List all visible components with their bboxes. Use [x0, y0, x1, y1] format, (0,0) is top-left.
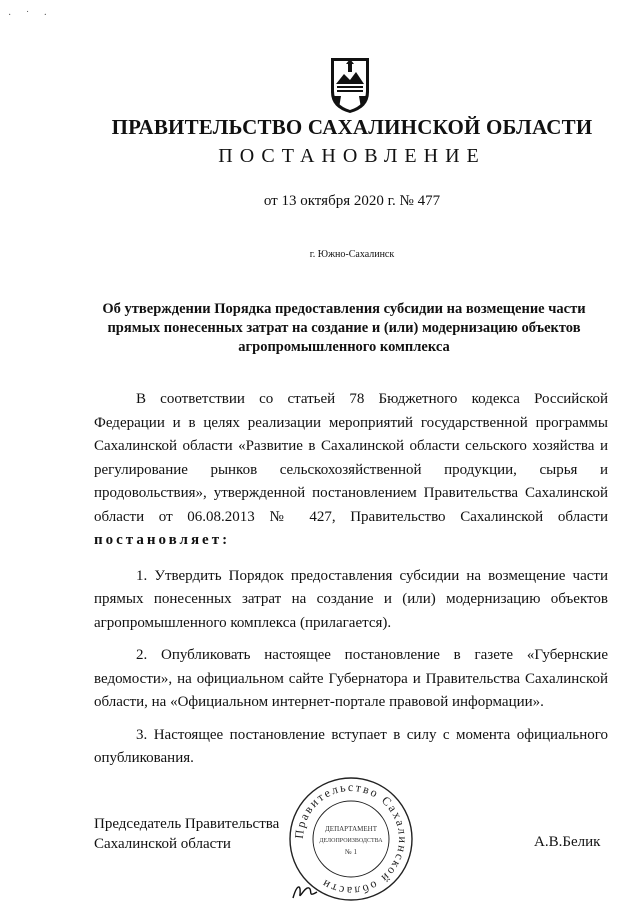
item-paragraph-1: 1. Утвердить Порядок предоставления субсидии на возмещение части прямых понесенных затрат на создание и (или) модернизацию объектов агропромышленного комплекса (прилагается).	[94, 567, 608, 631]
scan-artifacts: · ˙ ·	[8, 10, 53, 21]
signer-position-line-2: Сахалинской области	[94, 836, 231, 852]
signer-position-line-1: Председатель Правительства	[94, 816, 280, 832]
document-type: ПОСТАНОВЛЕНИЕ	[218, 145, 486, 167]
preamble-paragraph	[94, 388, 608, 553]
item-paragraph-3: 3. Настоящее постановление вступает в силу с момента официального опубликования.	[94, 726, 608, 766]
item-paragraph-2: 2. Опубликовать настоящее постановление в газете «Губернские ведомости», на официальном сайте Губернатора и Правительства Сахалинской области, на «Официальном интернет-портале правовой информации».	[94, 647, 608, 710]
preamble-text: В соответствии со статьей 78 Бюджетного кодекса Российской Федерации и в целях реализации мероприятий государственной программы Сахалинской области «Развитие в Сахалинской области сельского хозяйства и регулирование рынков сельскохозяйственной продукции, сырья и продовольствия», утвержденной постановлением Правительства Сахалинской области от 06.08.2013 № 427, Правительство Сахалинской области	[94, 391, 608, 525]
handwritten-signature	[291, 880, 319, 902]
government-title: ПРАВИТЕЛЬСТВО САХАЛИНСКОЙ ОБЛАСТИ	[111, 115, 593, 139]
stamp-center-line-3: № 1	[345, 848, 357, 856]
document-subject: Об утверждении Порядка предоставления субсидии на возмещение части прямых понесенных затрат на создание и (или) модернизацию объектов агропромышленного комплекса	[102, 301, 586, 355]
document-body	[94, 388, 608, 780]
signer-position	[94, 814, 279, 854]
signer-name: А.В.Белик	[534, 834, 601, 850]
coat-of-arms-icon	[329, 56, 371, 114]
document-city: г. Южно-Сахалинск	[309, 249, 395, 260]
stamp-center-line-2: ДЕЛОПРОИЗВОДСТВА	[319, 838, 383, 844]
resolves-word: постановляет:	[94, 532, 231, 548]
stamp-center-line-1: ДЕПАРТАМЕНТ	[325, 825, 377, 833]
stamp-ring-text: Правительство Сахалинской области	[291, 779, 411, 899]
document-date-number: от 13 октября 2020 г. № 477	[263, 193, 441, 209]
